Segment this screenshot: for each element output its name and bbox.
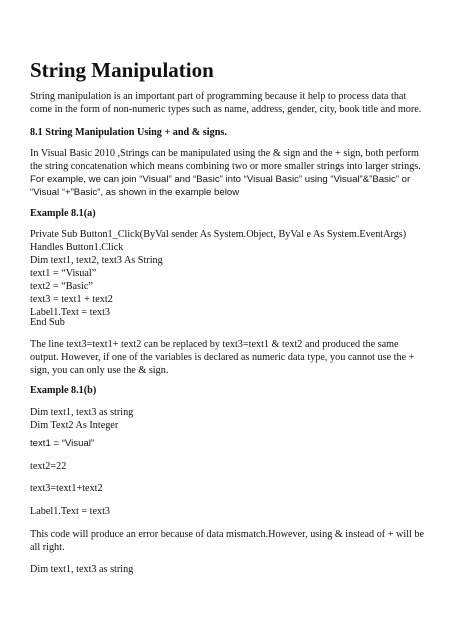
code-line: Dim text1, text2, text3 As String	[30, 255, 163, 266]
code-line: Private Sub Button1_Click(ByVal sender As System.Object, ByVal e As System.EventArgs)	[30, 229, 407, 240]
example-8-1b-text1: text1 = “Visual”	[30, 438, 95, 449]
section-8-1-paragraph	[30, 147, 421, 199]
paragraph-line: the string concatenation which means combining two or more smaller strings into larger strings.	[30, 161, 421, 172]
code-line: text2 = “Basic”	[30, 281, 93, 292]
paragraph-line: This code will produce an error because of data mismatch.However, using & instead of + will be	[30, 529, 425, 540]
code-line: Label1.Text = text3	[30, 307, 110, 318]
code-line: text3 = text1 + text2	[30, 294, 113, 305]
replace-paragraph	[30, 338, 414, 377]
code-line: Dim Text2 As Integer	[30, 420, 119, 431]
paragraph-line: The line text3=text1+ text2 can be replaced by text3=text1 & text2 and produced the same	[30, 339, 399, 350]
example-8-1a-end: End Sub	[30, 317, 65, 328]
example-8-1b-label: Label1.Text = text3	[30, 506, 110, 517]
paragraph-line: all right.	[30, 542, 65, 553]
paragraph-line: In Visual Basic 2010 ,Strings can be manipulated using the & sign and the + sign, both perform	[30, 148, 419, 159]
code-line: text1 = “Visual”	[30, 268, 97, 279]
error-paragraph	[30, 528, 424, 554]
intro-line: come in the form of non-numeric types such as name, address, gender, city, book title and more.	[30, 104, 422, 115]
example-heading-8-1a: Example 8.1(a)	[30, 208, 96, 219]
intro-line: String manipulation is an important part of programming because it help to process data that	[30, 91, 407, 102]
section-heading-8-1: 8.1 String Manipulation Using + and & signs.	[30, 127, 227, 138]
code-line: Dim text1, text3 as string	[30, 407, 134, 418]
paragraph-line: For example, we can join “Visual” and “Basic” into “Visual Basic” using “Visual”&”Basic” or	[30, 174, 411, 185]
example-8-1b-text3: text3=text1+text2	[30, 483, 103, 494]
code-line: Handles Button1.Click	[30, 242, 124, 253]
intro-paragraph	[30, 90, 421, 116]
example-8-1a-code	[30, 228, 406, 319]
example-heading-8-1b: Example 8.1(b)	[30, 385, 97, 396]
paragraph-line: sign, you can only use the & sign.	[30, 365, 169, 376]
paragraph-line: “Visual “+”Basic”, as shown in the example below	[30, 187, 240, 198]
example-8-1b-declarations	[30, 406, 133, 432]
example-8-1b-text2: text2=22	[30, 461, 67, 472]
paragraph-line: output. However, if one of the variables is declared as numeric data type, you cannot use the +	[30, 352, 415, 363]
page-title: String Manipulation	[30, 58, 214, 82]
final-code-line: Dim text1, text3 as string	[30, 564, 134, 575]
